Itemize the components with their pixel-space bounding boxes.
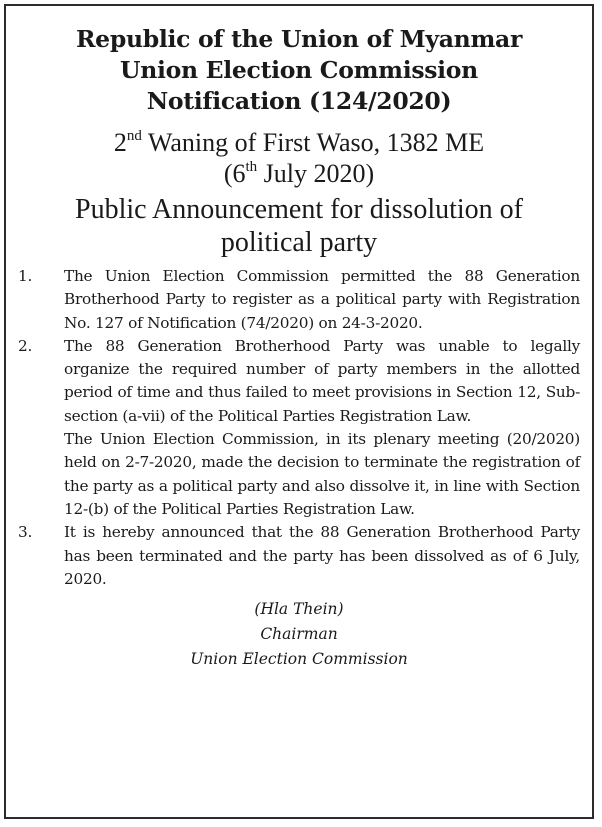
item-paragraph: It is hereby announced that the 88 Generation Brotherhood Party has been terminated and the party has been dissolved as of 6 July, 2020. xyxy=(64,523,580,588)
list-item xyxy=(6,265,592,335)
gregorian-date-suffix: th xyxy=(245,159,258,175)
item-number: 2. xyxy=(18,336,33,355)
list-item xyxy=(6,335,592,521)
gregorian-date xyxy=(6,158,592,189)
gregorian-date-day: (6 xyxy=(223,159,246,188)
header-commission: Union Election Commission xyxy=(120,56,478,84)
numbered-list xyxy=(6,265,592,591)
signature-block xyxy=(6,597,592,672)
myanmar-date-suffix: nd xyxy=(126,128,142,144)
myanmar-date-rest: Waning of First Waso, 1382 ME xyxy=(141,128,485,157)
notification-box xyxy=(4,4,594,819)
myanmar-date xyxy=(6,127,592,158)
signatory-name: (Hla Thein) xyxy=(254,600,344,619)
item-number: 3. xyxy=(18,523,33,542)
signatory-organization: Union Election Commission xyxy=(190,650,408,669)
item-paragraph: The Union Election Commission permitted the 88 Generation Brotherhood Party to register as a political party with Registration No. 127 of Notification (74/2020) on 24-3-2020. xyxy=(64,267,580,332)
list-item xyxy=(6,521,592,591)
header-notification-number: Notification (124/2020) xyxy=(146,87,452,115)
item-number: 1. xyxy=(18,267,33,285)
header-country: Republic of the Union of Myanmar xyxy=(75,25,523,53)
subject-heading xyxy=(6,193,592,259)
subject-line-1: Public Announcement for dissolution of xyxy=(75,194,523,225)
item-paragraph: The Union Election Commission, in its plenary meeting (20/2020) held on 2-7-2020, made the decision to terminate the registration of the party as a political party and also dissolve it, in line with Section 12-(b) of the Political Parties Registration Law. xyxy=(64,430,580,518)
myanmar-date-day: 2 xyxy=(113,128,127,157)
item-paragraph: The 88 Generation Brotherhood Party was unable to legally organize the required number of party members in the allotted period of time and thus failed to meet provisions in Section 12, Sub-section (a-vii) of the Political Parties Registration Law. xyxy=(64,336,580,425)
subject-line-2: political party xyxy=(220,227,378,258)
gregorian-date-rest: July 2020) xyxy=(257,159,375,188)
signatory-title: Chairman xyxy=(260,625,338,644)
